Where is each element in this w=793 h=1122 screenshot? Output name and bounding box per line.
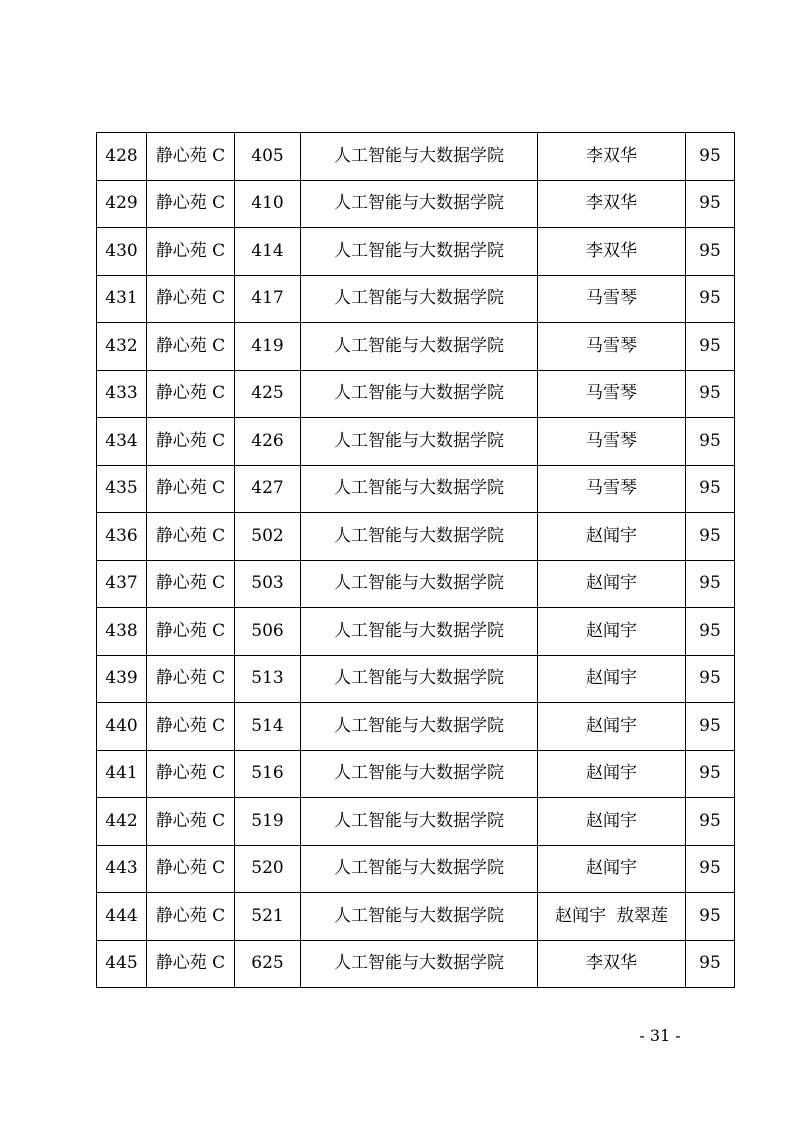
room-cell: 419 — [235, 323, 301, 371]
building-cell: 静心苑 C — [147, 133, 235, 181]
score-cell: 95 — [686, 560, 735, 608]
table-row — [97, 370, 735, 418]
teacher-cell: 李双华 — [538, 228, 686, 276]
room-cell: 520 — [235, 845, 301, 893]
building-cell: 静心苑 C — [147, 893, 235, 941]
table-row — [97, 703, 735, 751]
table-row — [97, 798, 735, 846]
teacher-cell: 赵闻宇 — [538, 703, 686, 751]
room-cell: 506 — [235, 608, 301, 656]
room-cell: 625 — [235, 940, 301, 988]
row-number-cell: 429 — [97, 180, 147, 228]
room-cell: 513 — [235, 655, 301, 703]
teacher-cell: 赵闻宇 — [538, 750, 686, 798]
teacher-cell: 赵闻宇 — [538, 608, 686, 656]
row-number-cell: 444 — [97, 893, 147, 941]
row-number-cell: 432 — [97, 323, 147, 371]
college-cell: 人工智能与大数据学院 — [301, 798, 538, 846]
row-number-cell: 430 — [97, 228, 147, 276]
building-cell: 静心苑 C — [147, 845, 235, 893]
table-row — [97, 180, 735, 228]
college-cell: 人工智能与大数据学院 — [301, 703, 538, 751]
table-row — [97, 465, 735, 513]
score-cell: 95 — [686, 133, 735, 181]
score-cell: 95 — [686, 513, 735, 561]
table-row — [97, 893, 735, 941]
row-number-cell: 443 — [97, 845, 147, 893]
score-cell: 95 — [686, 750, 735, 798]
room-cell: 427 — [235, 465, 301, 513]
room-cell: 503 — [235, 560, 301, 608]
table-row — [97, 940, 735, 988]
row-number-cell: 436 — [97, 513, 147, 561]
college-cell: 人工智能与大数据学院 — [301, 560, 538, 608]
room-cell: 426 — [235, 418, 301, 466]
teacher-cell: 赵闻宇 — [538, 560, 686, 608]
score-cell: 95 — [686, 608, 735, 656]
room-cell: 417 — [235, 275, 301, 323]
table-row — [97, 750, 735, 798]
score-cell: 95 — [686, 703, 735, 751]
building-cell: 静心苑 C — [147, 180, 235, 228]
teacher-cell: 赵闻宇 — [538, 845, 686, 893]
score-cell: 95 — [686, 180, 735, 228]
teacher-cell: 赵闻宇 — [538, 798, 686, 846]
room-cell: 410 — [235, 180, 301, 228]
college-cell: 人工智能与大数据学院 — [301, 323, 538, 371]
college-cell: 人工智能与大数据学院 — [301, 370, 538, 418]
college-cell: 人工智能与大数据学院 — [301, 655, 538, 703]
room-cell: 414 — [235, 228, 301, 276]
score-cell: 95 — [686, 655, 735, 703]
room-cell: 405 — [235, 133, 301, 181]
room-cell: 521 — [235, 893, 301, 941]
building-cell: 静心苑 C — [147, 418, 235, 466]
college-cell: 人工智能与大数据学院 — [301, 750, 538, 798]
teacher-cell: 赵闻宇 — [538, 655, 686, 703]
teacher-cell: 马雪琴 — [538, 418, 686, 466]
score-cell: 95 — [686, 323, 735, 371]
score-cell: 95 — [686, 845, 735, 893]
row-number-cell: 441 — [97, 750, 147, 798]
row-number-cell: 445 — [97, 940, 147, 988]
teacher-cell: 李双华 — [538, 180, 686, 228]
row-number-cell: 442 — [97, 798, 147, 846]
score-cell: 95 — [686, 798, 735, 846]
building-cell: 静心苑 C — [147, 798, 235, 846]
table-row — [97, 845, 735, 893]
building-cell: 静心苑 C — [147, 560, 235, 608]
building-cell: 静心苑 C — [147, 465, 235, 513]
room-cell: 519 — [235, 798, 301, 846]
teacher-cell: 赵闻宇 敖翠莲 — [538, 893, 686, 941]
row-number-cell: 437 — [97, 560, 147, 608]
college-cell: 人工智能与大数据学院 — [301, 940, 538, 988]
table-row — [97, 513, 735, 561]
score-cell: 95 — [686, 418, 735, 466]
teacher-cell: 马雪琴 — [538, 275, 686, 323]
row-number-cell: 435 — [97, 465, 147, 513]
building-cell: 静心苑 C — [147, 370, 235, 418]
college-cell: 人工智能与大数据学院 — [301, 180, 538, 228]
score-cell: 95 — [686, 228, 735, 276]
row-number-cell: 439 — [97, 655, 147, 703]
building-cell: 静心苑 C — [147, 940, 235, 988]
college-cell: 人工智能与大数据学院 — [301, 608, 538, 656]
table-row — [97, 133, 735, 181]
room-cell: 514 — [235, 703, 301, 751]
row-number-cell: 434 — [97, 418, 147, 466]
table-row — [97, 323, 735, 371]
room-cell: 502 — [235, 513, 301, 561]
row-number-cell: 433 — [97, 370, 147, 418]
building-cell: 静心苑 C — [147, 513, 235, 561]
table-row — [97, 418, 735, 466]
table-row — [97, 228, 735, 276]
row-number-cell: 438 — [97, 608, 147, 656]
building-cell: 静心苑 C — [147, 703, 235, 751]
score-cell: 95 — [686, 465, 735, 513]
teacher-cell: 马雪琴 — [538, 465, 686, 513]
teacher-cell: 马雪琴 — [538, 323, 686, 371]
table-row — [97, 275, 735, 323]
building-cell: 静心苑 C — [147, 750, 235, 798]
college-cell: 人工智能与大数据学院 — [301, 845, 538, 893]
room-cell: 516 — [235, 750, 301, 798]
college-cell: 人工智能与大数据学院 — [301, 418, 538, 466]
teacher-cell: 马雪琴 — [538, 370, 686, 418]
teacher-cell: 李双华 — [538, 940, 686, 988]
building-cell: 静心苑 C — [147, 608, 235, 656]
table-row — [97, 655, 735, 703]
college-cell: 人工智能与大数据学院 — [301, 513, 538, 561]
college-cell: 人工智能与大数据学院 — [301, 893, 538, 941]
table-row — [97, 608, 735, 656]
dormitory-score-table — [96, 132, 735, 988]
row-number-cell: 431 — [97, 275, 147, 323]
page-number: - 31 - — [639, 1026, 681, 1045]
teacher-cell: 李双华 — [538, 133, 686, 181]
table-row — [97, 560, 735, 608]
building-cell: 静心苑 C — [147, 228, 235, 276]
building-cell: 静心苑 C — [147, 323, 235, 371]
room-cell: 425 — [235, 370, 301, 418]
college-cell: 人工智能与大数据学院 — [301, 228, 538, 276]
building-cell: 静心苑 C — [147, 655, 235, 703]
score-cell: 95 — [686, 940, 735, 988]
college-cell: 人工智能与大数据学院 — [301, 133, 538, 181]
row-number-cell: 440 — [97, 703, 147, 751]
score-cell: 95 — [686, 370, 735, 418]
building-cell: 静心苑 C — [147, 275, 235, 323]
college-cell: 人工智能与大数据学院 — [301, 275, 538, 323]
score-cell: 95 — [686, 893, 735, 941]
college-cell: 人工智能与大数据学院 — [301, 465, 538, 513]
row-number-cell: 428 — [97, 133, 147, 181]
score-cell: 95 — [686, 275, 735, 323]
table-body — [97, 133, 735, 988]
teacher-cell: 赵闻宇 — [538, 513, 686, 561]
